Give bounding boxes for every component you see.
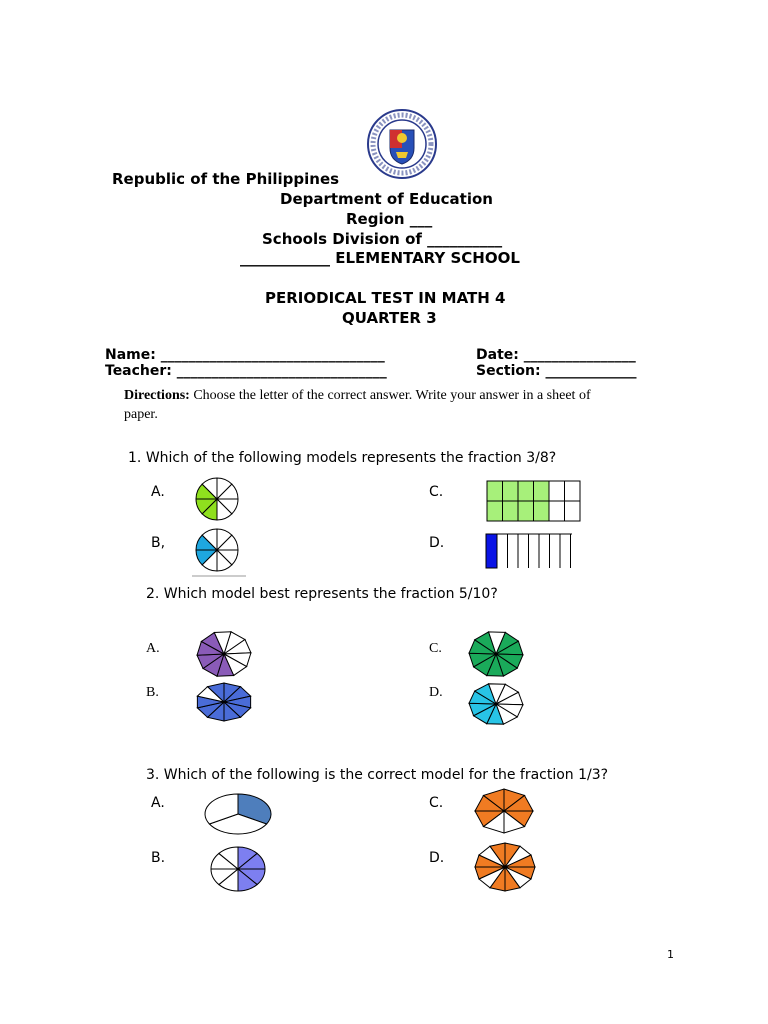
q1-option-d-strip-model[interactable] [484, 532, 574, 570]
date-line: ________________ [523, 347, 636, 363]
q2-option-c-polygon-model[interactable] [468, 630, 524, 678]
q1-option-a-label[interactable]: A. [151, 484, 165, 500]
region-heading: Region ___ [346, 210, 433, 228]
q2-option-d-label[interactable]: D. [429, 685, 443, 700]
q1-option-d-label[interactable]: D. [429, 535, 445, 551]
question-1 [128, 450, 556, 466]
directions-label: Directions: [124, 388, 190, 403]
test-title: PERIODICAL TEST IN MATH 4 [265, 289, 506, 307]
q2-option-c-label[interactable]: C. [429, 641, 442, 656]
teacher-field[interactable] [105, 363, 387, 379]
school-heading: ____________ ELEMENTARY SCHOOL [240, 249, 520, 267]
question-1-number: 1. [128, 450, 142, 466]
date-field[interactable] [476, 347, 636, 363]
q3-option-d-hexagon-model[interactable] [474, 842, 536, 892]
question-3-text: 3. Which of the following is the correct model for the fraction 1/3? [146, 767, 609, 783]
question-2-text: 2. Which model best represents the fraction 5/10? [146, 586, 498, 602]
directions-text: Choose the letter of the correct answer. Write your answer in a sheet of paper. [124, 388, 591, 422]
deped-seal-logo [366, 108, 438, 180]
q3-option-a-label[interactable]: A. [151, 795, 165, 811]
q1-option-b-label[interactable]: B, [151, 535, 166, 551]
directions [124, 386, 594, 424]
q2-option-b-label[interactable]: B. [146, 685, 159, 700]
q3-option-a-oval-model[interactable] [204, 792, 274, 836]
q1-option-c-label[interactable]: C. [429, 484, 444, 500]
section-label: Section: [476, 363, 541, 379]
page-number: 1 [667, 948, 674, 961]
q2-option-d-polygon-model[interactable] [468, 682, 524, 726]
q2-option-a-label[interactable]: A. [146, 641, 160, 656]
quarter-heading: QUARTER 3 [342, 309, 437, 327]
teacher-label: Teacher: [105, 363, 172, 379]
q3-option-c-label[interactable]: C. [429, 795, 444, 811]
name-field[interactable] [105, 347, 385, 363]
q1-option-a-circle-model[interactable] [194, 476, 240, 522]
q3-option-c-square-model[interactable] [474, 788, 534, 834]
question-1-text: Which of the following models represents the fraction 3/8? [145, 450, 557, 466]
section-line: _____________ [545, 363, 637, 379]
q1-option-c-grid-model[interactable] [486, 480, 580, 522]
q3-option-b-label[interactable]: B. [151, 850, 166, 866]
date-label: Date: [476, 347, 519, 363]
q2-option-a-polygon-model[interactable] [196, 630, 252, 678]
name-label: Name: [105, 347, 156, 363]
division-heading: Schools Division of __________ [262, 230, 503, 248]
q3-option-d-label[interactable]: D. [429, 850, 445, 866]
republic-heading: Republic of the Philippines [112, 170, 340, 188]
department-heading: Department of Education [280, 190, 493, 208]
q1-option-b-circle-model[interactable] [194, 526, 240, 578]
section-field[interactable] [476, 363, 636, 379]
teacher-line: ______________________________ [176, 363, 387, 379]
q3-option-b-circle-model[interactable] [210, 846, 266, 892]
q2-option-b-polygon-model[interactable] [196, 682, 252, 722]
name-line: ________________________________ [160, 347, 385, 363]
